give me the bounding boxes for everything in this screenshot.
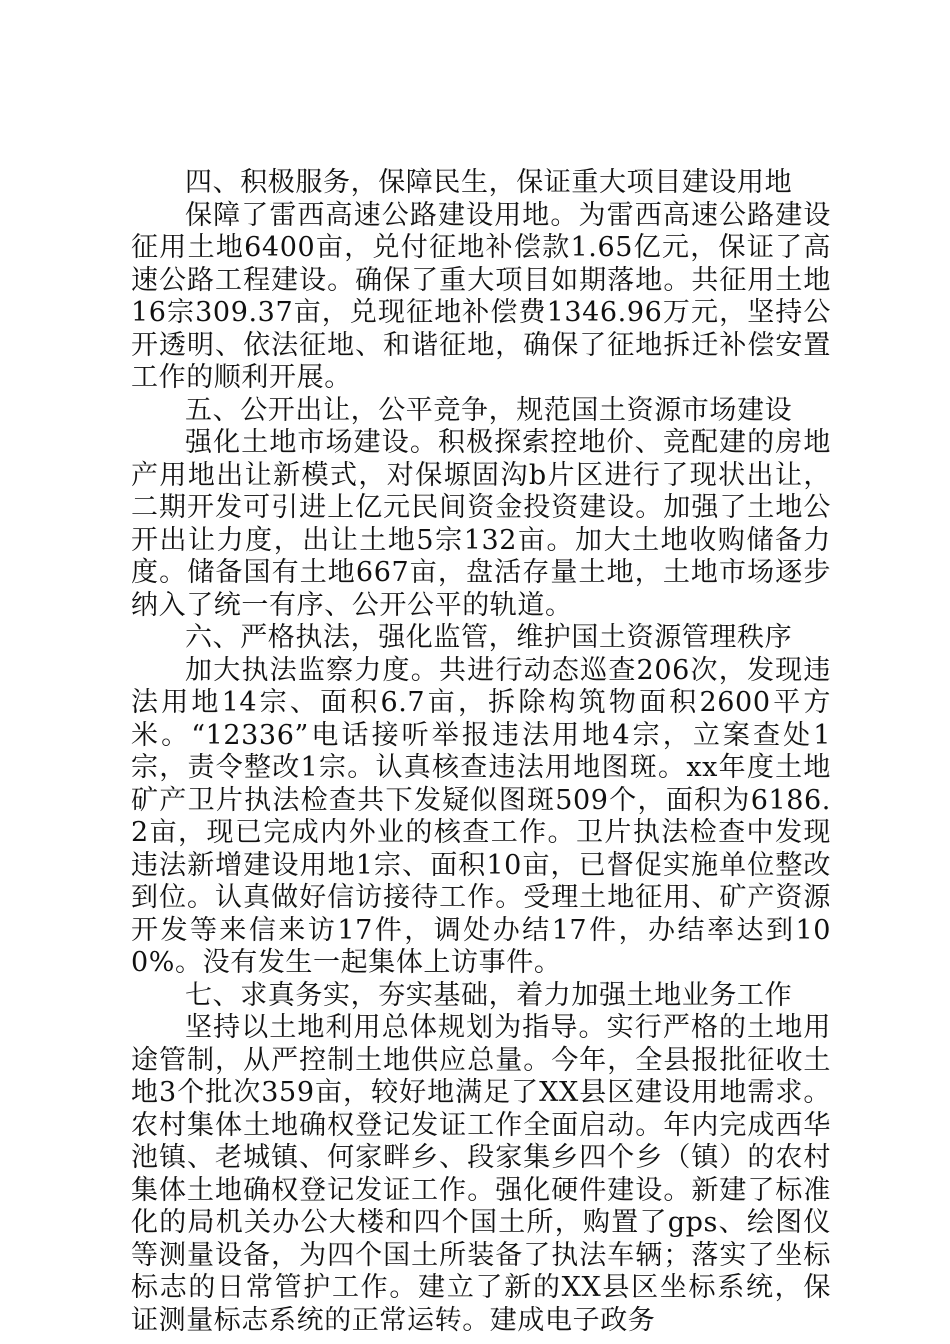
section-paragraph-7: 坚持以土地利用总体规划为指导。实行严格的土地用途管制，从严控制土地供应总量。今年，全县报批征收土地3个批次359亩，较好地满足了XX县区建设用地需求。农村集体土地确权登记发证工作全面启动。年内完成西华池镇、老城镇、何家畔乡、段家集乡四个乡（镇）的农村集体土地确权登记发证工作。强化硬件建设。新建了标准化的局机关办公大楼和四个国土所，购置了gps、绘图仪等测量设备，为四个国土所装备了执法车辆；落实了坐标标志的日常管护工作。建立了新的XX县区坐标系统，保证测量标志系统的正常运转。建成电子政务 xyxy=(131,1012,831,1336)
document-body xyxy=(131,167,831,1337)
section-paragraph-4: 保障了雷西高速公路建设用地。为雷西高速公路建设征用土地6400亩，兑付征地补偿款1.65亿元，保证了高速公路工程建设。确保了重大项目如期落地。共征用土地16宗309.37亩，兑现征地补偿费1346.96万元，坚持公开透明、依法征地、和谐征地，确保了征地拆迁补偿安置工作的顺利开展。 xyxy=(131,199,831,393)
section-heading-5: 五、公开出让，公平竞争，规范国土资源市场建设 xyxy=(185,394,793,426)
section-heading-4: 四、积极服务，保障民生，保证重大项目建设用地 xyxy=(185,167,793,198)
section-heading-7: 七、求真务实，夯实基础，着力加强土地业务工作 xyxy=(185,979,793,1011)
section-paragraph-5: 强化土地市场建设。积极探索控地价、竞配建的房地产用地出让新模式，对保塬固沟b片区进行了现状出让，二期开发可引进上亿元民间资金投资建设。加强了土地公开出让力度，出让土地5宗132亩。加大土地收购储备力度。储备国有土地667亩，盘活存量土地，土地市场逐步纳入了统一有序、公开公平的轨道。 xyxy=(131,427,831,621)
section-paragraph-6: 加大执法监察力度。共进行动态巡查206次，发现违法用地14宗、面积6.7亩，拆除构筑物面积2600平方米。“12336”电话接听举报违法用地4宗，立案查处1宗，责令整改1宗。认真核查违法用地图斑。xx年度土地矿产卫片执法检查共下发疑似图斑509个，面积为6186.2亩，现已完成内外业的核查工作。卫片执法检查中发现违法新增建设用地1宗、面积10亩，已督促实施单位整改到位。认真做好信访接待工作。受理土地征用、矿产资源开发等来信来访17件，调处办结17件，办结率达到100%。没有发生一起集体上访事件。 xyxy=(131,654,831,978)
section-heading-6: 六、严格执法，强化监管，维护国土资源管理秩序 xyxy=(185,622,793,653)
